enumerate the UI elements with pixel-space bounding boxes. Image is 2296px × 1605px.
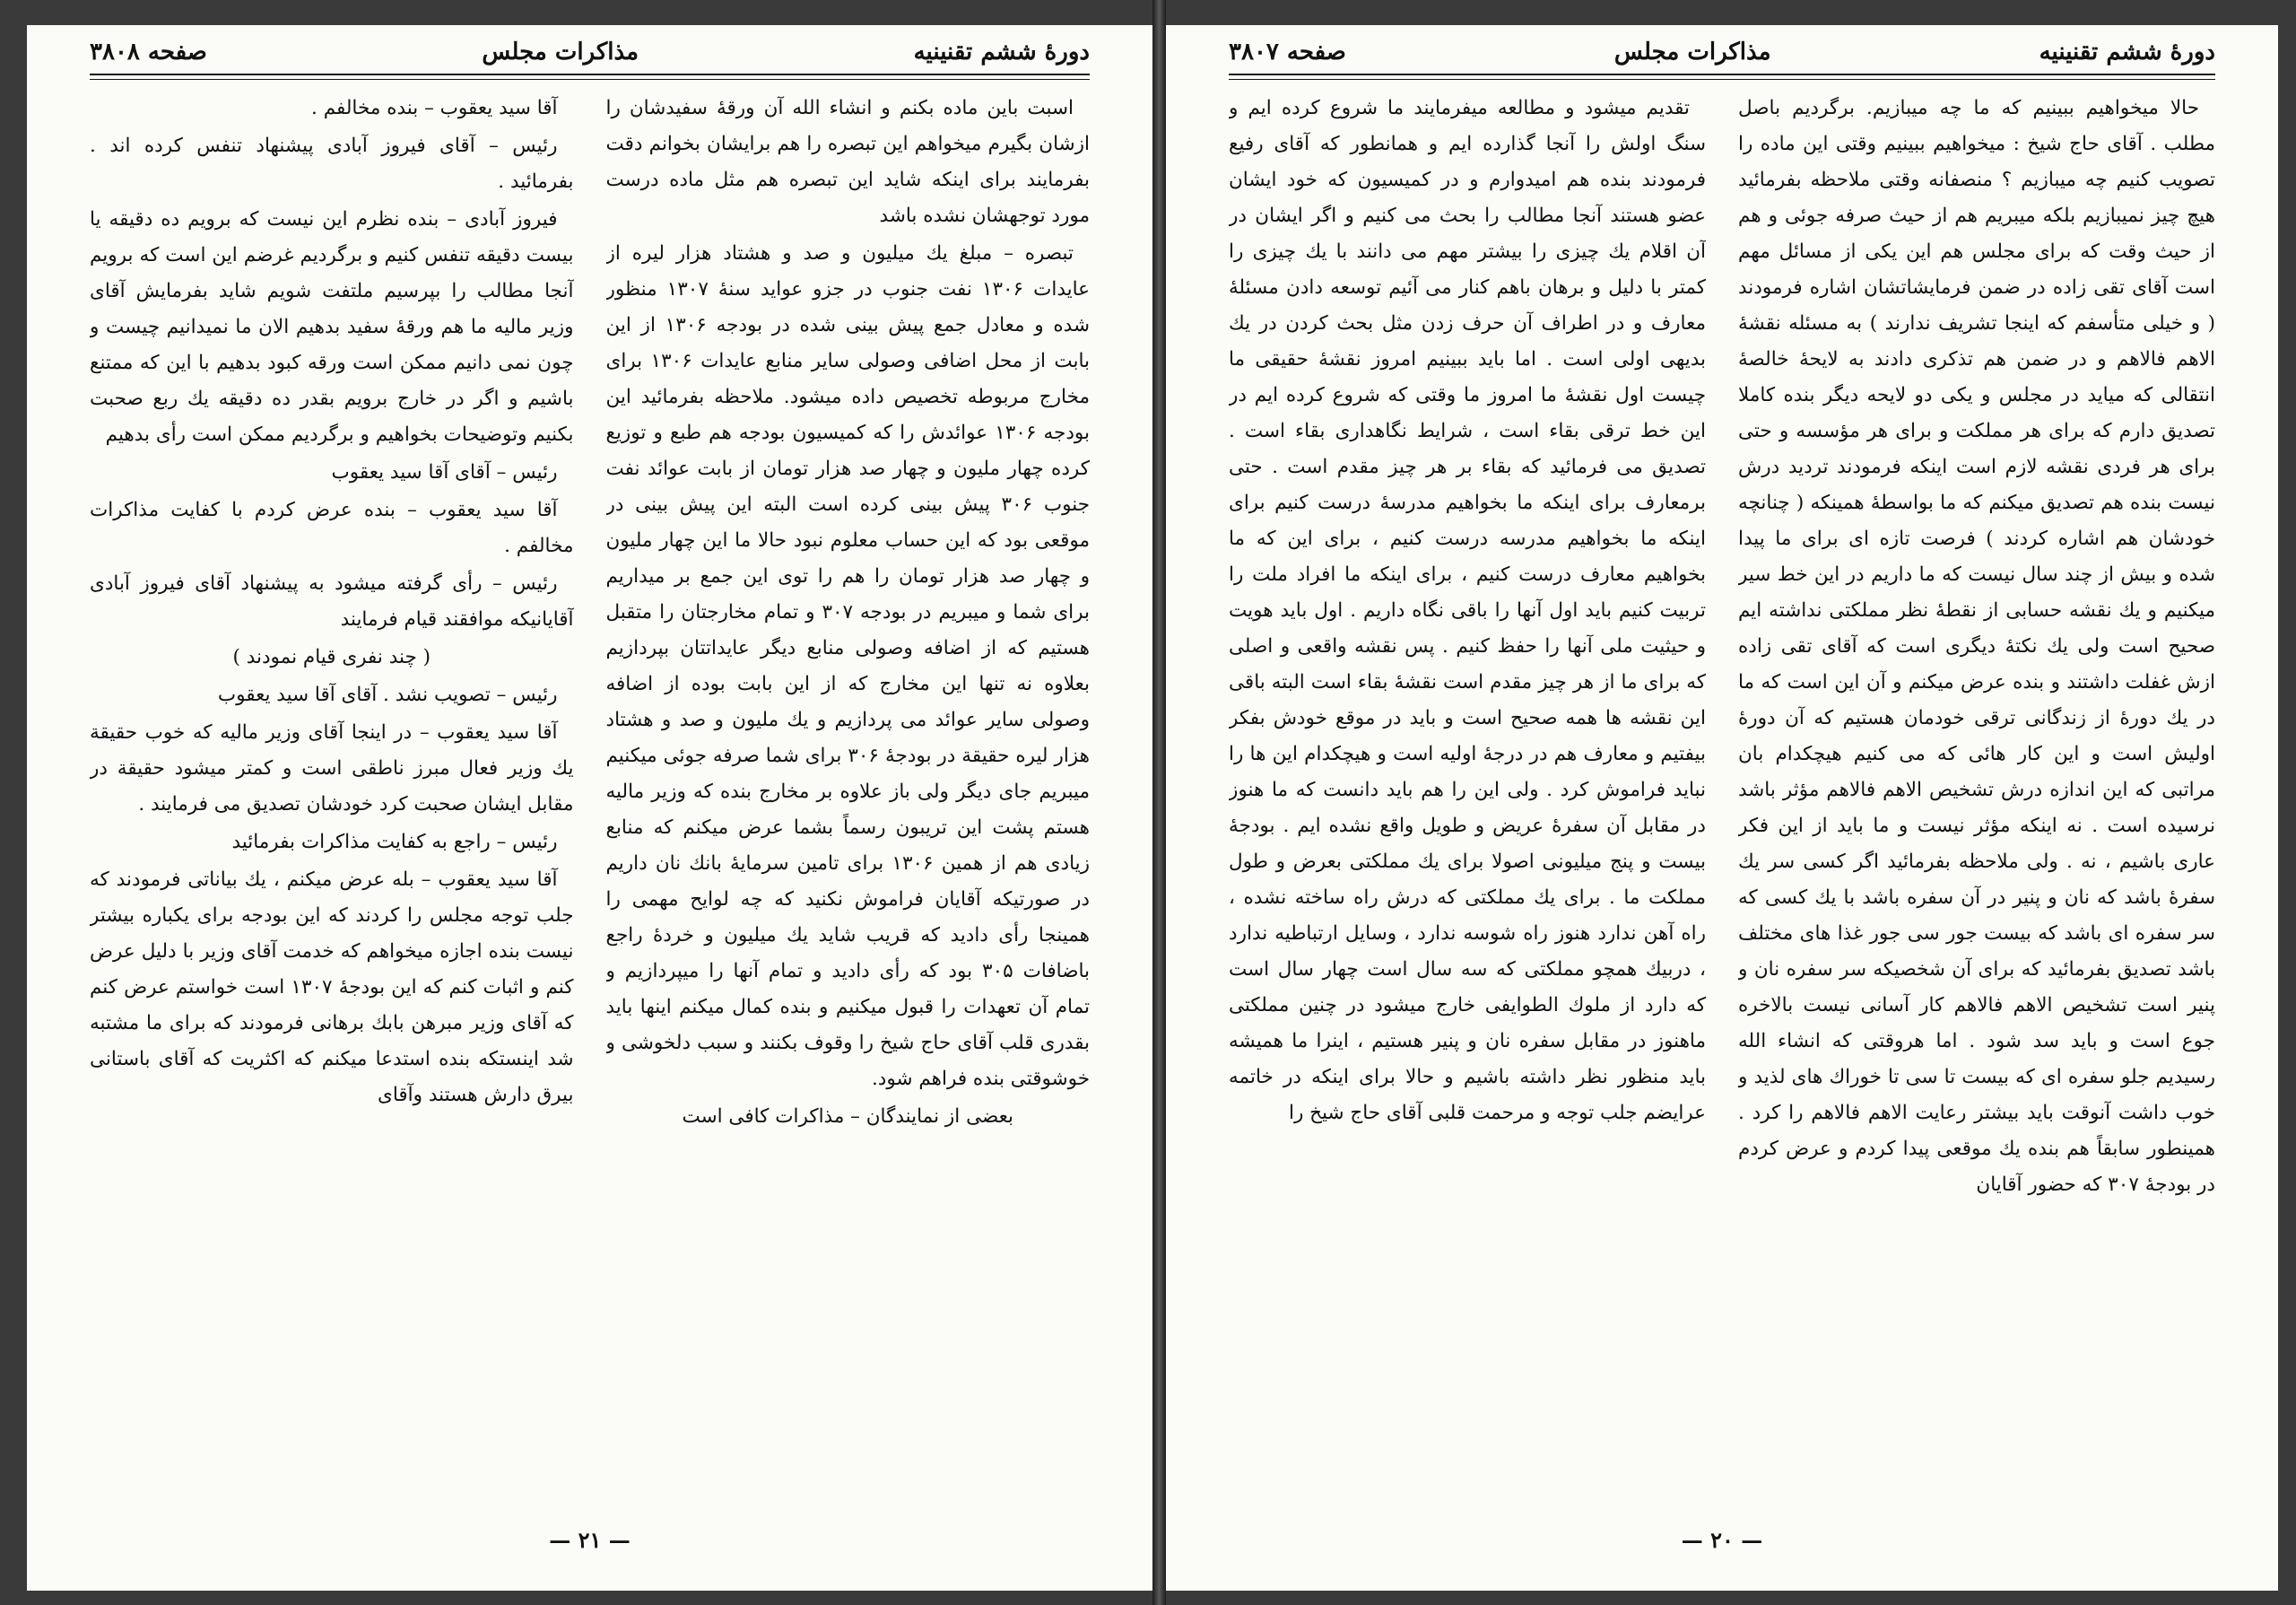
paragraph: آقا سید یعقوب – بله عرض میکنم ، یك بیاناتی فرمودند که جلب توجه مجلس را کردند که این بودجه برای یکباره بیشتر نیست بنده اجازه میخواهم که خدمت آقای وزیر با دلیل عرض کنم و اثبات کنم که این بودجهٔ ۱۳۰۷ است خواستم عرض کنم که آقای وزیر مبرهن بابك برهانی فرمودند که برای ما مشتبه شد اینستکه بنده استدعا میکنم که اکثریت که آقای باستانی بیرق دارش هستند وآقای [90,868,574,1106]
header-page-number: صفحه ۳۸۰۷ [1229,39,1346,65]
header-page-number: صفحه ۳۸۰۸ [90,39,207,65]
paragraph: رئیس – راجع به کفایت مذاکرات بفرمائید [231,831,558,853]
right-page [1166,25,2278,1591]
header-rule [1229,74,2215,80]
paragraph: اسبت باین ماده بکنم و انشاء الله آن ورقهٔ سفیدشان را ازشان بگیرم میخواهم این تبصره را هم برایشان بخوانم دقت بفرمایند برای اینکه شاید این تبصره هم مثل ماده درست مورد توجهشان نشده باشد [605,97,1090,227]
paragraph: رئیس – تصویب نشد . آقای آقا سید یعقوب [217,684,558,706]
paragraph: تبصره – مبلغ یك میلیون و صد و هشتاد هزار لیره از عایدات ۱۳۰۶ نفت جنوب در جزو عواید سنهٔ ۱۳۰۷ منظور شده و معادل جمع پیش بینی شده در بودجه ۱۳۰۶ از این بابت از محل اضافی وصولی سایر منابع عایدات ۱۳۰۶ برای مخارج مربوطه تخصیص داده میشود. ملاحظه بفرمائید این بودجه ۱۳۰۶ عوائدش را که کمیسیون بودجه هم طبع و توزیع کرده چهار ملیون و چهار صد هزار تومان از بابت عوائد نفت جنوب ۳۰۶ پیش بینی کرده است البته این پیش بینی در موقعی بود که این حساب معلوم نبود حالا ما این چهار ملیون و چهار صد هزار تومان را هم را توی این جمع بر میداریم برای شما و میبریم در بودجه ۳۰۷ و تمام مخارجتان را متقبل هستیم که از اضافه وصولی منابع دیگر عایداتتان بپردازیم بعلاوه نه تنها این مخارج که از این بابت بوده از اضافه وصولی سایر عوائد می پردازیم و یك ملیون و صد و هشتاد هزار لیره حقیقة در بودجهٔ ۳۰۶ برای شما صرفه جوئی میکنیم میبریم جای دیگر ولی باز علاوه بر مخارج بنده که وزیر مالیه هستم پشت این تریبون رسماً بشما عرض میکنم که منابع زیادی هم از همین ۱۳۰۶ برای تامین سرمایهٔ بانك نان داریم در صورتیکه آقایان فراموش نکنید که چه لوایح مهمی را همینجا رأی دادید که قریب شاید یك میلیون و خردهٔ راجع باضافات ۳۰۵ بود که رأی دادید و تمام آنها را میپردازیم و تمام آن تعهدات را قبول میکنیم و بنده کمال میکنم اینها باید بقدری قلب آقای حاج شیخ را وقوف بکنند و سبب دلخوشی و خوشوقتی بنده فراهم شود. [605,242,1090,1090]
paragraph: رئیس – رأی گرفته میشود به پیشنهاد آقای فیروز آبادی آقایانیکه موافقند قیام فرمایند [90,572,574,631]
header-session: دورهٔ ششم تقنینیه [913,39,1090,65]
page-folio: — ۲۰ — [1681,1527,1763,1553]
header-title: مذاکرات مجلس [482,39,639,65]
column-right [606,91,1091,1490]
column-right [1738,91,2215,1490]
header-session: دورهٔ ششم تقنینیه [2039,39,2215,65]
text-columns [90,91,1090,1490]
paragraph: فیروز آبادی – بنده نظرم این نیست که برویم ده دقیقه یا بیست دقیقه تنفس کنیم و برگردیم غرضم این است که برویم آنجا مطالب را بپرسیم ملتفت شویم شاید بفرمایش آقای وزیر مالیه ما هم ورقهٔ سفید بدهیم الان ما نمیدانیم چیست و چون نمی دانیم ممکن است ورقه کبود بدهیم با این که ممتنع باشیم و اگر در خارج برویم بقدر ده دقیقه یك ربع صحبت بکنیم وتوضیحات بخواهیم و برگردیم ممکن است رأی بدهیم [90,208,574,446]
running-header [1229,32,2215,72]
paragraph: آقا سید یعقوب – بنده عرض کردم با کفایت مذاکرات مخالفم . [90,499,574,557]
paragraph: آقا سید یعقوب – بنده مخالفم . [311,97,558,119]
text-columns [1229,91,2215,1490]
book-binding-gutter [1152,0,1166,1605]
header-title: مذاکرات مجلس [1613,39,1771,65]
running-header [90,32,1090,72]
column-left [1229,91,1706,1490]
header-rule [90,74,1090,80]
paragraph: ( چند نفری قیام نمودند ) [232,646,431,668]
paragraph: رئیس – آقای آقا سید یعقوب [331,461,558,484]
column-left [90,91,574,1490]
paragraph: تقدیم میشود و مطالعه میفرمایند ما شروع کرده ایم و سنگ اولش را آنجا گذارده ایم و همانطور که آقای رفیع فرمودند بنده هم امیدوارم و در کمیسیون که خود ایشان عضو هستند آنجا مطالب را بحث می کنیم و اگر ایشان در آن اقلام یك چیزی را بیشتر مهم می دانند با یك چیزی را کمتر با دلیل و برهان باهم کنار می آئیم توسعه دادن مسئلهٔ معارف و در اطراف آن حرف زدن مثل بحث کردن در یك بدیهی اولی است . اما باید ببینیم امروز نقشهٔ حقیقی ما چیست اول نقشهٔ ما امروز ما وقتی که شروع کرده ایم در این خط ترقی بقاء است ، شرایط نگاهداری بقاء است . تصدیق می فرمائید که بقاء بر هر چیز مقدم است . حتی برمعارف برای اینکه ما بخواهیم مدرسهٔ درست کنیم برای اینکه ما بخواهیم مدرسه درست کنیم ، برای این که ما بخواهیم معارف درست کنیم ، برای اینکه ما افراد ملت را تربیت کنیم باید اول آنها را باقی نگاه داریم . اول باید هویت و حیثیت ملی آنها را حفظ کنیم . پس نقشه واقعی و اصلی که برای ما از هر چیز مقدم است نقشهٔ بقاء است البته باقی این نقشه ها همه صحیح است و باید در موقع خودش بفکر بیفتیم و معارف هم در درجهٔ اولیه است و هیچکدام این ها را نباید فراموش کرد . ولی این را هم باید دانست که ما هنوز در مقابل آن سفرهٔ عریض و طویل واقع نشده ایم . بودجهٔ بیست و پنج میلیونی اصولا برای یك مملکتی بعرض و طول مملکت ما . برای یك مملکتی که درش راه ساخته نشده ، راه آهن ندارد هنوز راه شوسه ندارد ، وسایل ارتباطیه ندارد ، دربیك همچو مملکتی که سه سال است چهار سال است که دارد از ملوك الطوایفی خارج میشود در چنین مملکتی ماهنوز در مقابل سفره نان و پنیر هستیم ، اینرا ما همیشه باید منظور نظر داشته باشیم و حالا برای اینکه در خاتمه عرایضم جلب توجه و مرحمت قلبی آقای حاج شیخ را [1229,97,1706,1124]
paragraph: بعضی از نمایندگان – مذاکرات کافی است [682,1105,1013,1128]
paragraph: رئیس – آقای فیروز آبادی پیشنهاد تنفس کرده اند . بفرمائید . [90,135,574,193]
paragraph: آقا سید یعقوب – در اینجا آقای وزیر مالیه که خوب حقیقة یك وزیر فعال مبرز ناطقی است و کمتر میشود حقیقة در مقابل ایشان صحبت کرد خودشان تصدیق می فرمایند . [90,721,574,816]
page-folio: — ۲۱ — [549,1527,631,1553]
paragraph: حالا میخواهیم ببینیم که ما چه میبازیم. برگردیم باصل مطلب . آقای حاج شیخ : میخواهیم ببینیم وقتی این ماده را تصویب کنیم چه میبازیم ؟ منصفانه وقتی ملاحظه بفرمائید هیچ چیز نمیبازیم بلکه میبریم هم از حیث صرفه جوئی و هم از حیث وقت که برای مجلس هم این یکی از مسائل مهم است آقای تقی زاده در ضمن فرمایشاتشان اشاره فرمودند ( و خیلی متأسفم که اینجا تشریف ندارند ) به مسئله نقشهٔ الاهم فالاهم و در ضمن هم تذکری دادند به لایحهٔ خالصهٔ انتقالی که میاید در مجلس و یکی دو لایحه دیگر بنده کاملا تصدیق دارم که برای هر مملکت و برای هر مؤسسه و حتی برای هر فردی نقشه لازم است اینکه فرمودند تردید درش نیست بنده هم تصدیق میکنم که ما بواسطهٔ همینکه ( چنانچه خودشان هم اشاره کردند ) فرصت تازه ای برای ما پیدا شده و بیش از چند سال نیست که ما داریم در این خط سیر میکنیم و یك نقشه حسابی از نقطهٔ نظر مملکتی نداشته ایم صحیح است ولی یك نکتهٔ دیگری است که آقای تقی زاده ازش غفلت داشتند و بنده عرض میکنم و آن این است که ما در یك دورهٔ از زندگانی ترقی خودمان هستیم که آن دورهٔ اولیش است و این کار هائی که می کنیم هیچکدام بان مراتبی که این اندازه درش تشخیص الاهم فالاهم مؤثر باشد نرسیده است . نه اینکه مؤثر نیست و ما باید از این فکر عاری باشیم ، نه . ولی ملاحظه بفرمائید اگر کسی سر یك سفرهٔ باشد که نان و پنیر در آن سفره باشد با یك کسی که سر سفره ای باشد که بیست جور سی جور غذا های مختلف باشد تصدیق بفرمائید که برای آن شخصیکه سر سفره نان و پنیر است تشخیص الاهم فالاهم کار آسانی نیست بالاخره جوع است و باید سد شود . اما هروقتی که انشاء الله رسیدیم جلو سفره ای که بیست تا سی تا خوراك های لذید و خوب داشت آنوقت باید بیشتر رعایت الاهم فالاهم را کرد . همینطور سابقاً هم بنده یك موقعی پیدا کردم و عرض کردم در بودجهٔ ۳۰۷ که حضور آقایان [1738,97,2215,1196]
left-page [27,25,1152,1591]
